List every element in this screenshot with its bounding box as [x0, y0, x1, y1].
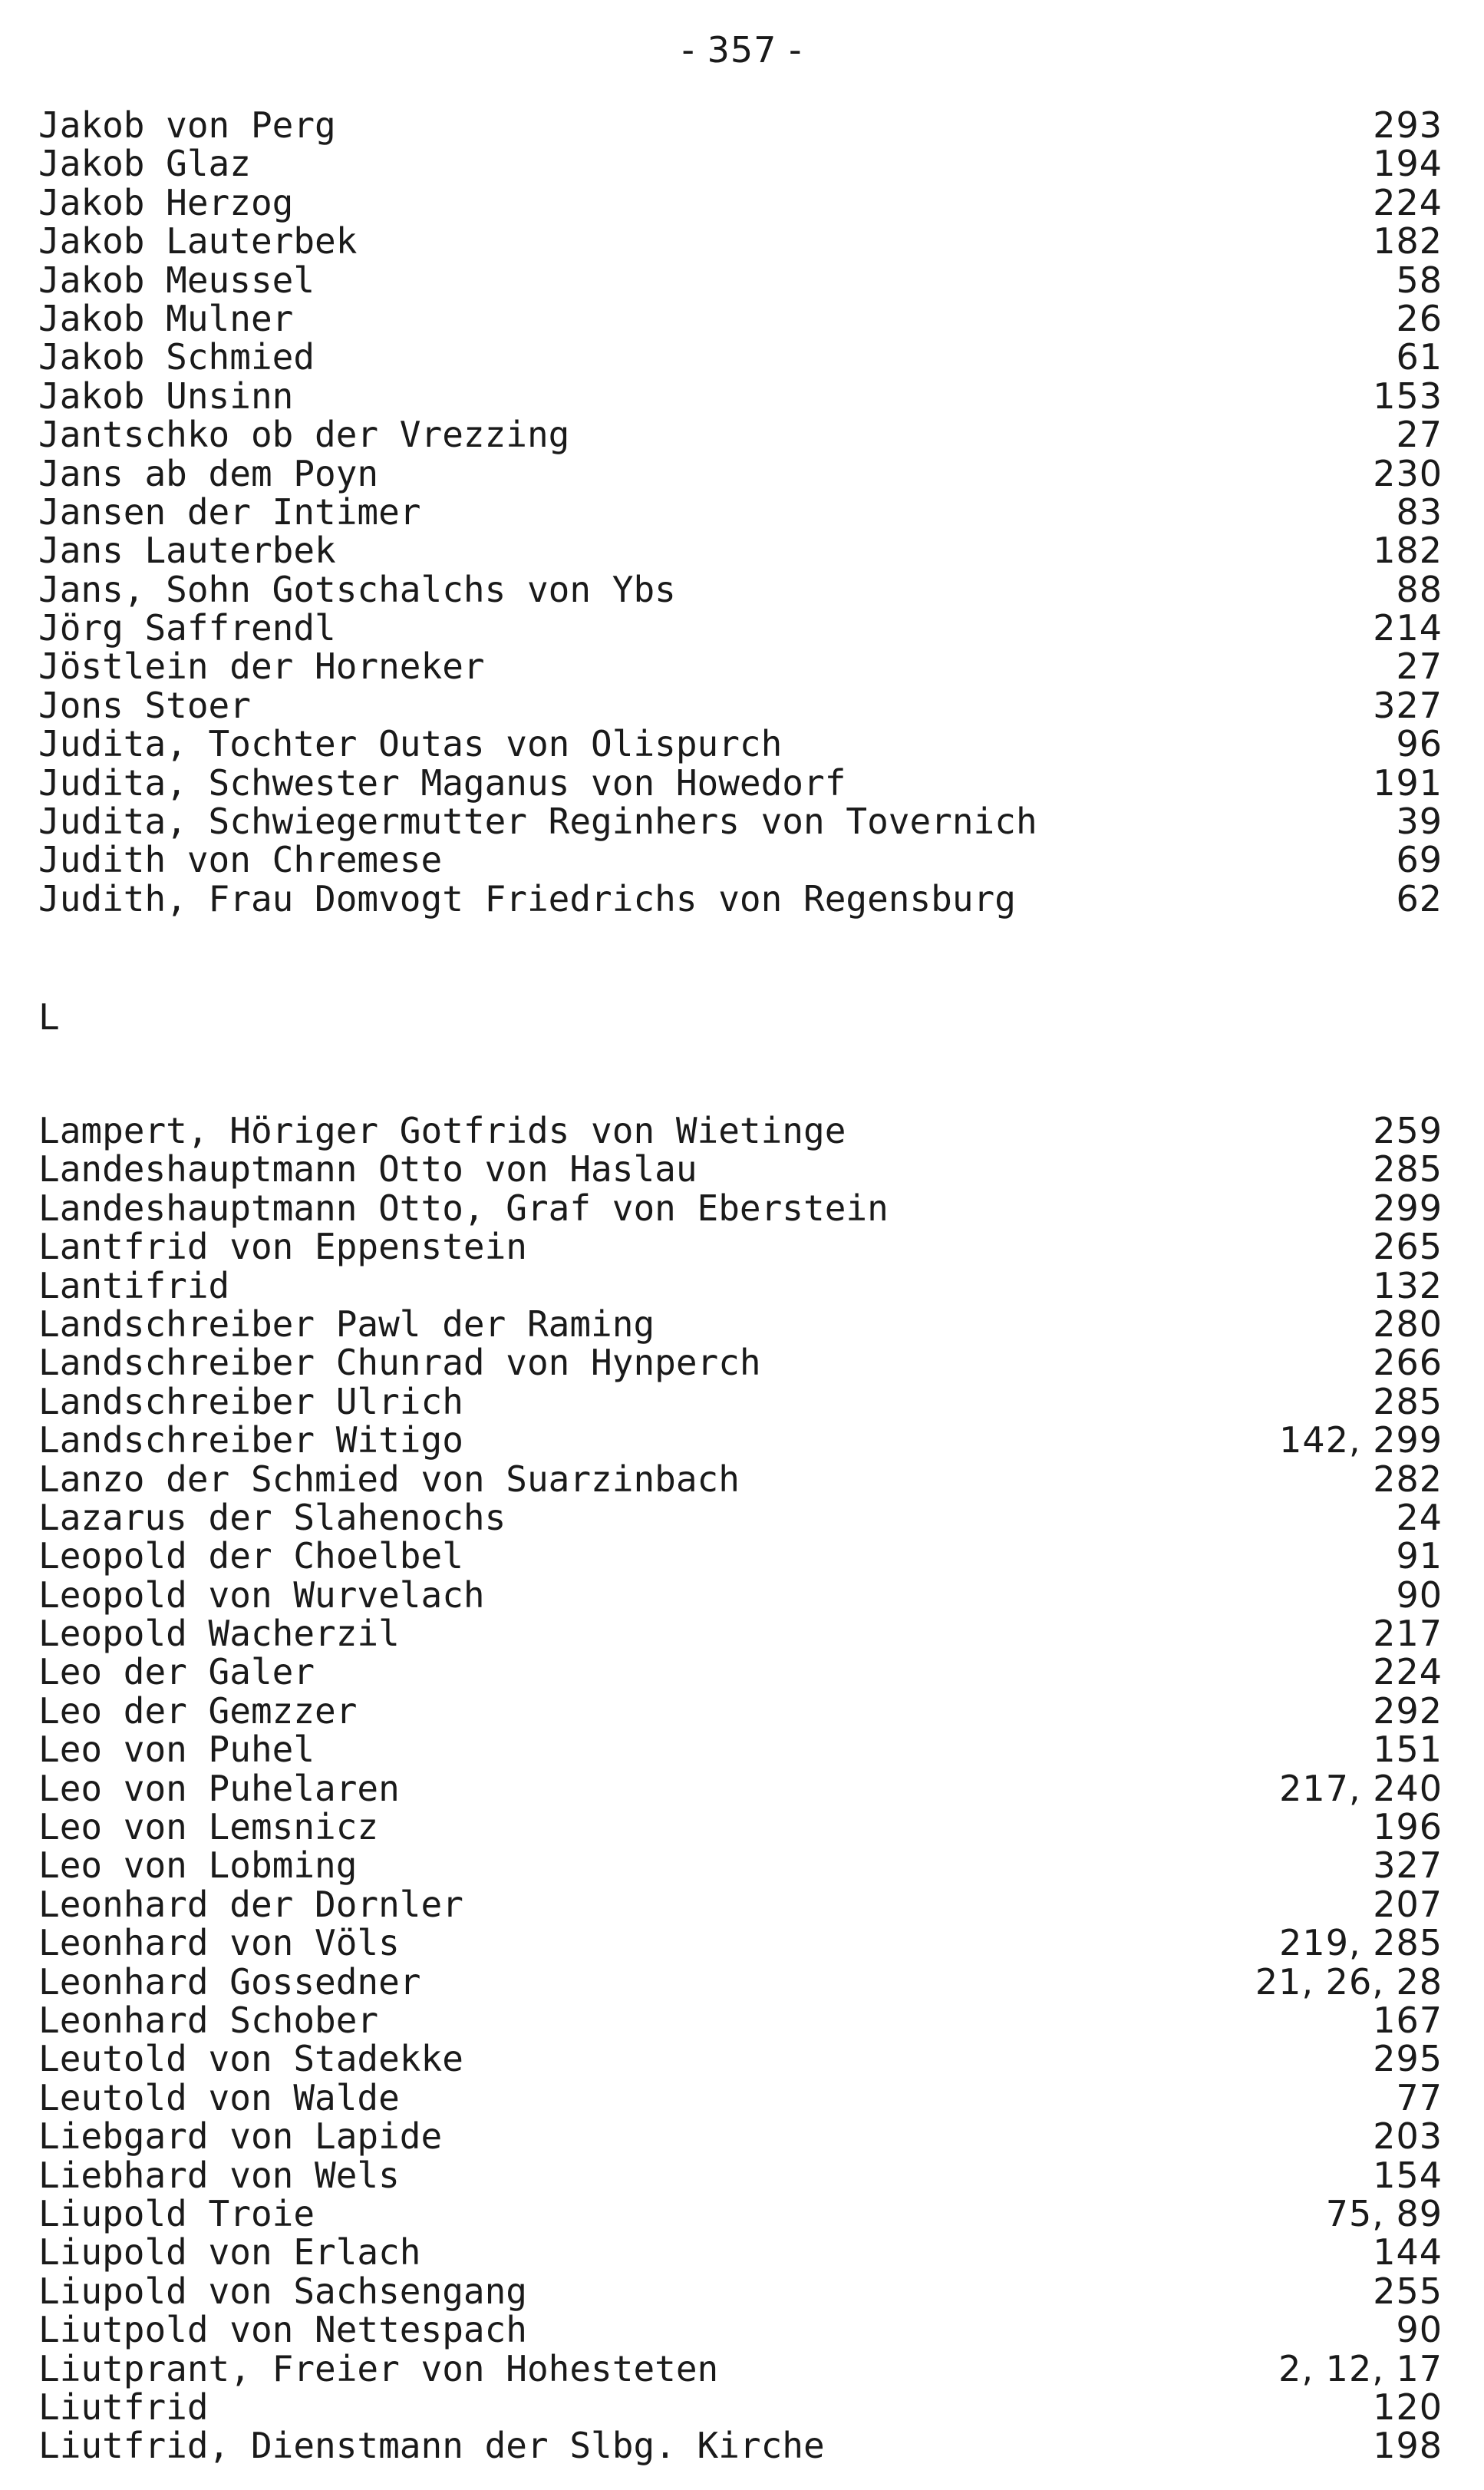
entry-page-refs: 214: [1373, 607, 1443, 649]
entry-page-refs: 58: [1396, 259, 1443, 301]
index-entry: [38, 686, 1443, 725]
entry-name: Leonhard von Völs: [38, 1922, 400, 1964]
index-entry: [38, 415, 1443, 454]
entry-name: Jansen der Intimer: [38, 490, 421, 533]
entry-page-refs: 219, 285: [1279, 1922, 1443, 1964]
entry-page-refs: 299: [1373, 1187, 1443, 1229]
entry-name: Judita, Schwiegermutter Reginhers von Tovernich: [38, 801, 1037, 843]
index-entry: [38, 1924, 1443, 1962]
entry-page-refs: 295: [1373, 2038, 1443, 2080]
entry-name: Leutold von Walde: [38, 2076, 400, 2118]
index-entry: [38, 609, 1443, 647]
entry-name: Jans, Sohn Gotschalchs von Ybs: [38, 568, 676, 610]
entry-name: Liutfrid: [38, 2386, 209, 2428]
entry-page-refs: 96: [1396, 723, 1443, 765]
entry-page-refs: 142, 299: [1279, 1419, 1443, 1461]
index-entry: [38, 1614, 1443, 1653]
index-entry: [38, 1653, 1443, 1691]
entry-page-refs: 151: [1373, 1729, 1443, 1771]
entry-name: Jakob Mulner: [38, 297, 294, 339]
index-entry: [38, 220, 1443, 263]
entry-page-refs: 327: [1373, 684, 1443, 726]
index-entry: [38, 1844, 1443, 1887]
index-entry: [38, 2426, 1443, 2465]
entry-name: Landeshauptmann Otto, Graf von Eberstein: [38, 1187, 889, 1229]
index-section-l: [38, 1111, 1443, 2465]
entry-name: Leo der Gemzzer: [38, 1689, 358, 1732]
entry-name: Leonhard Schober: [38, 1999, 379, 2041]
index-entry: [38, 801, 1443, 843]
entry-name: Landschreiber Chunrad von Hynperch: [38, 1342, 761, 1384]
entry-name: Leonhard der Dornler: [38, 1883, 463, 1925]
index-entry: [38, 1498, 1443, 1537]
index-entry: [38, 2231, 1443, 2274]
index-entry: [38, 2272, 1443, 2310]
entry-name: Lantifrid: [38, 1264, 230, 1306]
entry-page-refs: 265: [1373, 1226, 1443, 1268]
entry-name: Jakob Herzog: [38, 181, 294, 223]
index-entry: [38, 1689, 1443, 1732]
entry-name: Landschreiber Pawl der Raming: [38, 1303, 655, 1345]
entry-name: Landeshauptmann Otto von Haslau: [38, 1148, 697, 1191]
entry-page-refs: 167: [1373, 1999, 1443, 2041]
entry-name: Leo der Galer: [38, 1651, 315, 1693]
index-entry: [38, 2310, 1443, 2349]
entry-page-refs: 62: [1396, 877, 1443, 920]
index-entry: [38, 1382, 1443, 1421]
entry-page-refs: 224: [1373, 181, 1443, 223]
index-entry: [38, 761, 1443, 804]
entry-page-refs: 282: [1373, 1458, 1443, 1500]
entry-page-refs: 39: [1396, 801, 1443, 843]
entry-page-refs: 191: [1373, 761, 1443, 804]
entry-page-refs: 90: [1396, 1574, 1443, 1616]
entry-name: Judita, Tochter Outas von Olispurch: [38, 723, 783, 765]
index-entry: [38, 377, 1443, 415]
index-entry: [38, 646, 1443, 688]
entry-name: Leopold der Choelbel: [38, 1535, 463, 1577]
entry-name: Judita, Schwester Maganus von Howedorf: [38, 761, 846, 804]
entry-name: Jakob Schmied: [38, 336, 315, 378]
index-entry: [38, 1808, 1443, 1846]
index-entry: [38, 725, 1443, 763]
entry-name: Liupold von Erlach: [38, 2231, 421, 2274]
entry-name: Jans ab dem Poyn: [38, 452, 379, 494]
entry-name: Liebgard von Lapide: [38, 2115, 443, 2158]
entry-name: Jörg Saffrendl: [38, 607, 336, 649]
entry-page-refs: 27: [1396, 646, 1443, 688]
entry-page-refs: 61: [1396, 336, 1443, 378]
entry-page-refs: 327: [1373, 1844, 1443, 1887]
entry-page-refs: 182: [1373, 530, 1443, 572]
index-entry: [38, 106, 1443, 144]
entry-name: Leopold Wacherzil: [38, 1613, 400, 1655]
entry-name: Judith, Frau Domvogt Friedrichs von Regensburg: [38, 877, 1016, 920]
index-entry: [38, 1576, 1443, 1614]
entry-name: Jakob Lauterbek: [38, 220, 358, 263]
entry-name: Leo von Puhel: [38, 1729, 315, 1771]
entry-name: Lampert, Höriger Gotfrids von Wietinge: [38, 1110, 846, 1151]
index-entry: [38, 2076, 1443, 2118]
entry-name: Liebhard von Wels: [38, 2154, 400, 2196]
entry-page-refs: 132: [1373, 1264, 1443, 1306]
index-entry: [38, 1111, 1443, 1150]
entry-name: Landschreiber Witigo: [38, 1419, 463, 1461]
entry-name: Lantfrid von Eppenstein: [38, 1226, 527, 1268]
entry-page-refs: 120: [1373, 2386, 1443, 2428]
entry-name: Judith von Chremese: [38, 839, 443, 881]
index-entry: [38, 2156, 1443, 2194]
index-entry: [38, 183, 1443, 222]
entry-page-refs: 217: [1373, 1613, 1443, 1655]
index-entry: [38, 1189, 1443, 1227]
entry-name: Leopold von Wurvelach: [38, 1574, 485, 1616]
entry-page-refs: 259: [1373, 1110, 1443, 1151]
index-entry: [38, 2194, 1443, 2233]
index-entry: [38, 1460, 1443, 1498]
entry-name: Leutold von Stadekke: [38, 2038, 463, 2080]
index-entry: [38, 531, 1443, 570]
entry-page-refs: 203: [1373, 2115, 1443, 2158]
entry-name: Jakob Glaz: [38, 143, 251, 185]
entry-name: Liupold Troie: [38, 2192, 315, 2234]
entry-name: Leo von Lobming: [38, 1844, 358, 1887]
entry-name: Jantschko ob der Vrezzing: [38, 414, 570, 456]
index-entry: [38, 1729, 1443, 1771]
index-entry: [38, 2388, 1443, 2426]
entry-name: Jakob Meussel: [38, 259, 315, 301]
section-heading-l: L: [38, 996, 60, 1038]
entry-name: Liupold von Sachsengang: [38, 2270, 527, 2312]
index-entry: [38, 877, 1443, 920]
entry-page-refs: 91: [1396, 1535, 1443, 1577]
entry-page-refs: 27: [1396, 414, 1443, 456]
entry-page-refs: 77: [1396, 2076, 1443, 2118]
index-entry: [38, 490, 1443, 533]
index-entry: [38, 840, 1443, 879]
page-number: - 357 -: [681, 29, 803, 71]
entry-page-refs: 88: [1396, 568, 1443, 610]
index-section-j: [38, 106, 1443, 918]
entry-page-refs: 280: [1373, 1303, 1443, 1345]
index-entry: [38, 338, 1443, 376]
entry-page-refs: 285: [1373, 1148, 1443, 1191]
index-entry: [38, 1885, 1443, 1924]
entry-name: Landschreiber Ulrich: [38, 1380, 463, 1422]
entry-page-refs: 266: [1373, 1342, 1443, 1384]
entry-page-refs: 293: [1373, 104, 1443, 146]
entry-page-refs: 217, 240: [1279, 1767, 1443, 1809]
index-entry: [38, 1537, 1443, 1575]
index-entry: [38, 1421, 1443, 1459]
entry-name: Jöstlein der Horneker: [38, 646, 485, 688]
entry-name: Liutprant, Freier von Hohesteten: [38, 2347, 719, 2389]
index-entry: [38, 1148, 1443, 1191]
entry-page-refs: 153: [1373, 375, 1443, 417]
entry-page-refs: 196: [1373, 1806, 1443, 1848]
entry-name: Lazarus der Slahenochs: [38, 1496, 506, 1538]
entry-page-refs: 292: [1373, 1689, 1443, 1732]
entry-page-refs: 75, 89: [1325, 2192, 1443, 2234]
entry-name: Jakob von Perg: [38, 104, 336, 146]
entry-name: Leo von Puhelaren: [38, 1767, 400, 1809]
entry-page-refs: 2, 12, 17: [1278, 2347, 1443, 2389]
index-entry: [38, 299, 1443, 338]
index-entry: [38, 1266, 1443, 1305]
entry-name: Jans Lauterbek: [38, 530, 336, 572]
entry-page-refs: 224: [1373, 1651, 1443, 1693]
entry-page-refs: 24: [1396, 1496, 1443, 1538]
index-entry: [38, 1960, 1443, 2003]
entry-name: Jons Stoer: [38, 684, 251, 726]
entry-page-refs: 194: [1373, 143, 1443, 185]
entry-name: Leonhard Gossedner: [38, 1960, 421, 2003]
index-entry: [38, 454, 1443, 493]
entry-page-refs: 83: [1396, 490, 1443, 533]
entry-page-refs: 69: [1396, 839, 1443, 881]
index-entry: [38, 2347, 1443, 2389]
entry-name: Lanzo der Schmied von Suarzinbach: [38, 1458, 740, 1500]
entry-page-refs: 207: [1373, 1883, 1443, 1925]
entry-page-refs: 144: [1373, 2231, 1443, 2274]
index-entry: [38, 1227, 1443, 1266]
index-entry: [38, 2115, 1443, 2158]
entry-page-refs: 285: [1373, 1380, 1443, 1422]
index-entry: [38, 1769, 1443, 1808]
entry-page-refs: 21, 26, 28: [1255, 1960, 1443, 2003]
entry-name: Jakob Unsinn: [38, 375, 294, 417]
entry-name: Liutpold von Nettespach: [38, 2309, 527, 2351]
entry-page-refs: 154: [1373, 2154, 1443, 2196]
entry-page-refs: 198: [1373, 2425, 1443, 2467]
index-entry: [38, 2001, 1443, 2039]
index-entry: [38, 144, 1443, 183]
entry-page-refs: 230: [1373, 452, 1443, 494]
entry-page-refs: 90: [1396, 2309, 1443, 2351]
index-entry: [38, 1305, 1443, 1343]
index-entry: [38, 1343, 1443, 1382]
entry-name: Liutfrid, Dienstmann der Slbg. Kirche: [38, 2425, 825, 2467]
index-entry: [38, 261, 1443, 299]
entry-name: Leo von Lemsnicz: [38, 1806, 379, 1848]
index-entry: [38, 570, 1443, 609]
entry-page-refs: 255: [1373, 2270, 1443, 2312]
entry-page-refs: 182: [1373, 220, 1443, 263]
index-entry: [38, 2039, 1443, 2078]
entry-page-refs: 26: [1396, 297, 1443, 339]
